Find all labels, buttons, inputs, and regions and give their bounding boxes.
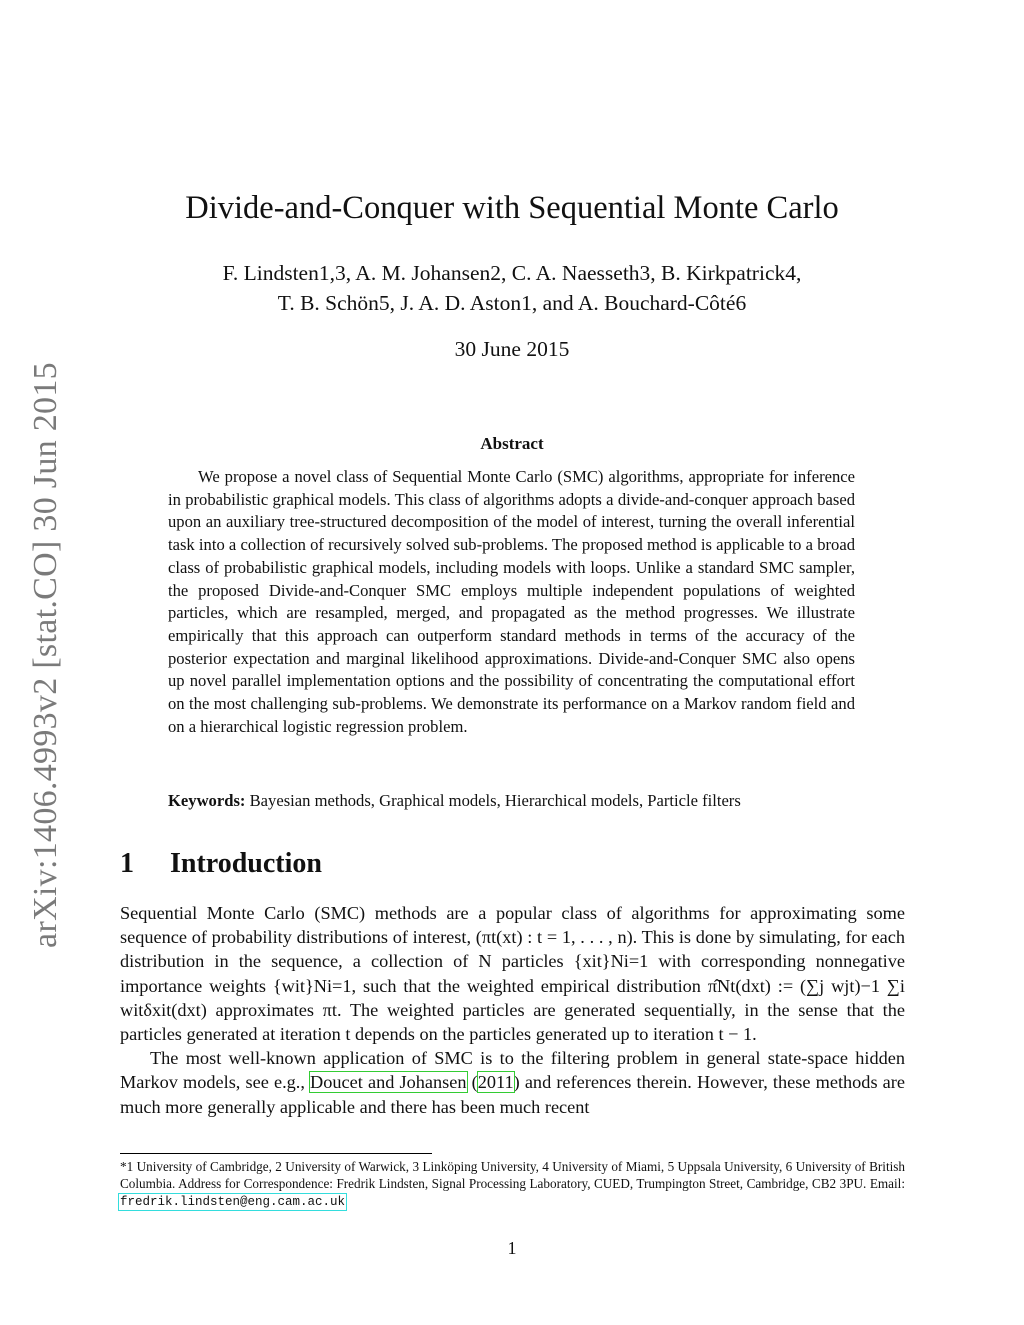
section-heading [120, 848, 322, 880]
citation-link-authors[interactable]: Doucet and Johansen [310, 1072, 467, 1093]
footnote-rule [120, 1153, 432, 1154]
citation-link-year[interactable]: 2011 [477, 1072, 514, 1093]
footnote [120, 1158, 905, 1211]
keywords-text: Bayesian methods, Graphical models, Hierarchical models, Particle filters [249, 791, 741, 810]
paper-title: Divide-and-Conquer with Sequential Monte Carlo [185, 190, 839, 226]
author-line-2: T. B. Schön5, J. A. D. Aston1, and A. Bouchard-Côté6 [277, 291, 747, 315]
abstract-heading: Abstract [480, 434, 544, 453]
intro-body [120, 901, 905, 1119]
page-number: 1 [507, 1238, 517, 1258]
footnote-text: *1 University of Cambridge, 2 University of Warwick, 3 Linköping University, 4 University of Miami, 5 Uppsala University, 6 University of British Columbia. Address for Correspondence: Fredrik Lindsten, Signal Processing Laboratory, CUED, Trumpington Street, Cambridge, CB2 3PU. Email: [120, 1159, 905, 1191]
paper-date: 30 June 2015 [454, 337, 570, 361]
section-number: 1 [120, 848, 134, 879]
author-list [120, 258, 904, 318]
intro-p2-text-after: ) and references therein. However, these methods are much more generally applicable and there has been much recent [120, 1072, 905, 1117]
email-link[interactable]: fredrik.lindsten@eng.cam.ac.uk [120, 1195, 346, 1209]
author-line-1: F. Lindsten1,3, A. M. Johansen2, C. A. Naesseth3, B. Kirkpatrick4, [222, 261, 802, 285]
arxiv-id: arXiv:1406.4993v2 [stat.CO] 30 Jun 2015 [27, 362, 64, 948]
intro-paragraph-2: The most well-known application of SMC is to the filtering problem in general state-space hidden Markov models, see e.g., Doucet and Johansen (2011) and references therein. However, these methods are much more generally applicable and there has been much recent [120, 1048, 905, 1117]
abstract-text: We propose a novel class of Sequential Monte Carlo (SMC) algorithms, appropriate for inference in probabilistic graphical models. This class of algorithms adopts a divide-and-conquer approach based upon an auxiliary tree-structured decomposition of the model of interest, turning the overall inferential task into a collection of recursively solved sub-problems. The proposed method is applicable to a broad class of probabilistic graphical models, including models with loops. Unlike a standard SMC sampler, the proposed Divide-and-Conquer SMC employs multiple independent populations of weighted particles, which are resampled, merged, and propagated as the method progresses. We illustrate empirically that this approach can outperform standard methods in terms of the accuracy of the posterior expectation and marginal likelihood approximations. Divide-and-Conquer SMC also opens up novel parallel implementation options and the possibility of concentrating the computational effort on the most challenging sub-problems. We demonstrate its performance on a Markov random field and on a hierarchical logistic regression problem. [168, 467, 855, 736]
keywords [168, 791, 858, 811]
section-title: Introduction [170, 848, 322, 879]
intro-paragraph-1: Sequential Monte Carlo (SMC) methods are a popular class of algorithms for approximating some sequence of probability distributions of interest, (πt(xt) : t = 1, . . . , n). This is done by simulating, for each distribution in the sequence, a collection of N particles {xit}Ni=1 with corresponding nonnegative importance weights {wit}Ni=1, such that the weighted empirical distribution π̂Nt(dxt) := (∑j wjt)−1 ∑i witδxit(dxt) approximates πt. The weighted particles are generated sequentially, in the sense that the particles generated at iteration t depends on the particles generated up to iteration t − 1. [120, 903, 905, 1045]
keywords-label: Keywords: [168, 791, 246, 810]
intro-p2-text-before: The most well-known application of SMC is to the filtering problem in general state-space hidden Markov models, see e.g., [120, 1048, 905, 1093]
